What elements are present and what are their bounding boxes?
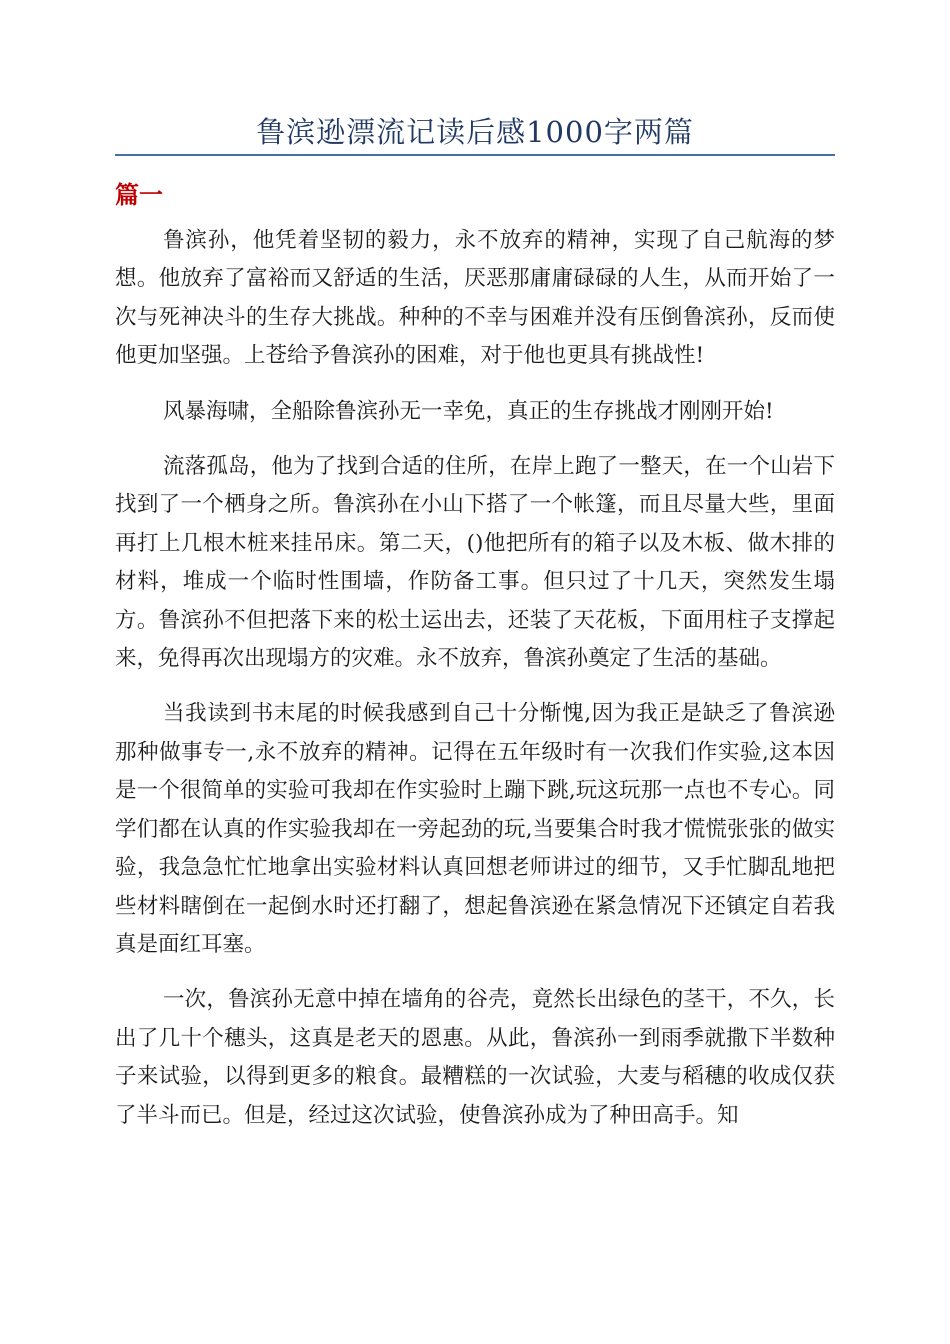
paragraph-2: 风暴海啸，全船除鲁滨孙无一幸免，真正的生存挑战才刚刚开始! xyxy=(163,398,774,424)
paragraph-5: 一次，鲁滨孙无意中掉在墙角的谷壳，竟然长出绿色的茎干，不久，长出了几十个穗头，这真是老天的恩惠。从此，鲁滨孙一到雨季就撒下半数种子来试验，以得到更多的粮食。最糟糕的一次试验，大麦与稻穗的收成仅获了半斗而已。但是，经过这次试验，使鲁滨孙成为了种田高手。知 xyxy=(115,987,835,1128)
document-body xyxy=(115,222,835,1152)
title-underline xyxy=(115,154,835,156)
paragraph-3: 流落孤岛，他为了找到合适的住所，在岸上跑了一整天，在一个山岩下找到了一个栖身之所。鲁滨孙在小山下搭了一个帐篷，而且尽量大些，里面再打上几根木桩来挂吊床。第二天，()他把所有的箱子以及木板、做木排的材料，堆成一个临时性围墙，作防备工事。但只过了十几天，突然发生塌方。鲁滨孙不但把落下来的松土运出去，还装了天花板，下面用柱子支撑起来，免得再次出现塌方的灾难。永不放弃，鲁滨孙奠定了生活的基础。 xyxy=(115,454,835,672)
section-heading: 篇一 xyxy=(115,181,163,209)
paragraph-1: 鲁滨孙，他凭着坚韧的毅力，永不放弃的精神，实现了自己航海的梦想。他放弃了富裕而又舒适的生活，厌恶那庸庸碌碌的人生，从而开始了一次与死神决斗的生存大挑战。种种的不幸与困难并没有压倒鲁滨孙，反而使他更加坚强。上苍给予鲁滨孙的困难，对于他也更具有挑战性! xyxy=(115,228,835,369)
paragraph-4: 当我读到书末尾的时候我感到自己十分惭愧,因为我正是缺乏了鲁滨逊那种做事专一,永不放弃的精神。记得在五年级时有一次我们作实验,这本因是一个很简单的实验可我却在作实验时上蹦下跳,玩这玩那一点也不专心。同学们都在认真的作实验我却在一旁起劲的玩,当要集合时我才慌慌张张的做实验，我急急忙忙地拿出实验材料认真回想老师讲过的细节，又手忙脚乱地把些材料瞎倒在一起倒水时还打翻了，想起鲁滨逊在紧急情况下还镇定自若我真是面红耳塞。 xyxy=(115,701,835,957)
document-title: 鲁滨逊漂流记读后感1000字两篇 xyxy=(256,115,694,149)
